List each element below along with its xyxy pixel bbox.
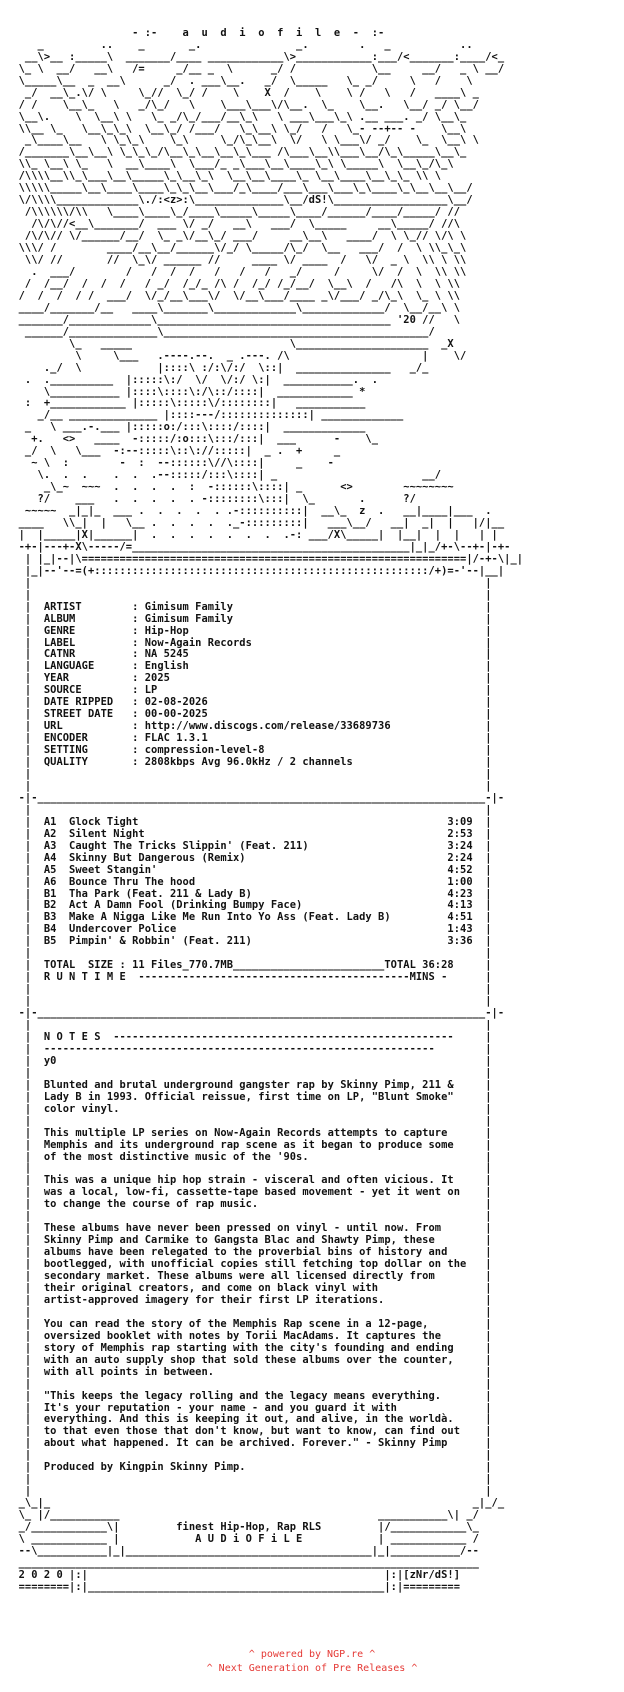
powered-by-line: ^ powered by NGP.re ^ xyxy=(248,1649,376,1660)
footer xyxy=(0,1648,624,1676)
ngp-tagline: ^ Next Generation of Pre Releases ^ xyxy=(206,1663,418,1674)
nfo-text-block: - :- a u d i o f i l e - :- _ .. _ _. _. . _ .. __\>__ :_____\ _______/____ ____________\>____________:___/<_______:____/<_ \_ \ __/ __\ /= _/__ _ \ _/ / \__ __/ _ \ __/ \_____\__ _ __\ _/ . ___\__. _/ \_____ \_ _/ \ / \ _/ __\_.\/ \ \_// \_/ / \ X / \ \ / \ / ____\ _ / / \__\_ \ _/\_/ \ \___\___\/\__. \_ \__. \__/ _/ \__/ \__\. \ \__\ \ \_ _/\_/___/__\_\ \ ___\___\_\ .__ ___. _/ \__\_ \\__ \_ \__\_\_\ \__\_/ /___/ \_\__\ \_/ / \_- --+-- - \__\ _\____\__ \ \_\_\ \_\ \_/\_\__\ \/ \ \___\/ _/ \_ \__\ \ /_______\__\__\ \_\_\_/\__\_\__\__\_\___ /\___\__\\___\__/\_\_____\__\_ \\_ \__\ \_ \ __\____\ \___/_ _\___\__\____\_\ \_____\ \__\_/\_\ /\\\\__\\_\___\__\_____\_\__\_\ \__\__\____\_ \__\____\__\_\_ \\ \ \\\\\_____\__\____\____\_\_\__\___/_\____/___\___\___\_\____\_\__\__\__/ \/\\\\_____________\./:<z>:\______________\__/dS!\__________________\__/ /\\\\\\/\\ \____\____\_/____\_____\_____\____/______/____/_____/ // /\/\//<__\_______/ ___ \/ _/ __\ ___/ \_____ __\_____/ //\ /\/\// \/______/__/ \_ _\/__\_/ ___/ __\__\ ____/ \ \_// \/\ \ \\\/ / ____/__\__/______\/_/ \_____/\_/ \__ ___/ / \ \\_\_\ \\/ // // \_\/ ______ // ____ \/ ____ / \/ _ \ \\ \ \\ . ___/ / / / / / / / _/ / \/ / \ \\ \\ / /__/ / / / / _/ /_/_ /\ / /_/ /_/__/ \__\ / /\ \ \ \\ / / / / / ___/ \/_/__\___\/ \/__\___/____ _\/___/ _/\_\ \_ \ \\ ____/_______/__ ____\_______\_____________\_____________/ \__/__\ \ _______/_____________\_____________________________________ '20 // \ ______/______________\__________________________________________/ \_ _____ \_____________________ _X \ \___ .----.--. _ .---. /\ | \/ ._/ \ |::::\ :/:\/:/ \::| _______________ _/_ . .__________ |:::::\:/ \/ \/:/ \:| ___________. . \___________ |::::\::::\:/\::/::::| ____________ * : +____________ |:::::\:::::\/::::::::| ___________ _/__ ______________ |::::---/::::::::::::::| _____________ _ \ ___.-.___ |:::::o:/:::\::::/::::| _____________ +. <> ____ -:::::/:o:::\:::/:::| ___ - \_ _/ \ \___ -:--:::::\::\://:::::| _ . + _ ~ \ : - : --::::::\//\::::| _ - \. . . . . .--:::::/:::\::::| _ __/ _\_~ ~~~ . . . . : -::::::\::::| _ <> ~~~~~~~~ ?/ ___ . . . . . -::::::::\:::| \_ . ?/ ~~~~~ _|_|_ ___ . . . . . .-::::::::::| __\_ z . __|____|___ . ____ \\_| | \__ . . . . ._-:::::::::| ___\__/ __| _| | |/|__ | |_____|X|______| . . . . . . . .-: ___/X\_____| |__| | | | | -+-|---+-X\-----/=____________________________________________|_|_/+-\--+-|-+- | |_|--|\=============================================================|/-+-\|_| |_|--'--=(+:::::::::::::::::::::::::::::::::::::::::::::::::::::/+)=-'--|__| | | | | | ARTIST : Gimisum Family | | ALBUM : Gimisum Family | | GENRE : Hip-Hop | | LABEL : Now-Again Records | | CATNR : NA 5245 | | LANGUAGE : English | | YEAR : 2025 | | SOURCE : LP | | DATE RIPPED : 02-08-2026 | | STREET DATE : 00-00-2025 | | URL : http://www.discogs.com/release/33689736 | | ENCODER : FLAC 1.3.1 | | SETTING : compression-level-8 | | QUALITY : 2808kbps Avg 96.0kHz / 2 channels | | | | | -|-_______________________________________________________________________-|- | | | A1 Glock Tight 3:09 | | A2 Silent Night 2:53 | | A3 Caught The Tricks Slippin' (Feat. 211) 3:24 | | A4 Skinny But Dangerous (Remix) 2:24 | | A5 Sweet Stangin' 4:52 | | A6 Bounce Thru The hood 1:00 | | B1 Tha Park (Feat. 211 & Lady B) 4:23 | | B2 Act A Damn Fool (Drinking Bumpy Face) 4:13 | | B3 Make A Nigga Like Me Run Into Yo Ass (Feat. Lady B) 4:51 | | B4 Undercover Police 1:43 | | B5 Pimpin' & Robbin' (Feat. 211) 3:36 | | | | TOTAL SIZE : 11 Files_770.7MB________________________TOTAL 36:28 | | R U N T I M E -------------------------------------------MINS - | | | | | -|-_______________________________________________________________________-|- | | | N O T E S ------------------------------------------------------ | | -------------------------------------------------------------- | | y0 | | | | Blunted and brutal underground gangster rap by Skinny Pimp, 211 & | | Lady B in 1993. Official reissue, first time on LP, "Blunt Smoke" | | color vinyl. | | | | This multiple LP series on Now-Again Records attempts to capture | | Memphis and its underground rap scene as it began to produce some | | of the most distinctive music of the '90s. | | | | This was a unique hip hop strain - visceral and often vicious. It | | was a local, low-fi, cassette-tape based movement - yet it went on | | to change the course of rap music. | | | | These albums have never been pressed on vinyl - until now. From | | Skinny Pimp and Carmike to Gangsta Blac and Shawty Pimp, these | | albums have been relegated to the proverbial bins of history and | | bootlegged, with unofficial copies still fetching top dollar on the | | secondary market. These albums were all licensed directly from | | their original creators, and come on black vinyl with | | artist-approved imagery for their first LP iterations. | | | | You can read the story of the Memphis Rap scene in a 12-page, | | oversized booklet with notes by Torii MacAdams. It captures the | | story of Memphis rap starting with the city's founding and ending | | with an auto supply shop that sold these albums over the counter, | | with all points in between. | | | | "This keeps the legacy rolling and the legacy means everything. | | It's your reputation - your name - and you guard it with | | everything. And this is keeping it out, and alive, in the worldà. | | to that even those that don't know, but want to know, can find out | | about what happened. It can be archived. Forever." - Skinny Pimp | | | | Produced by Kingpin Skinny Pimp. | | | | | _\_|_ _|_/_ \_ |/___________ ___________\| _/ _/____________\| finest Hip-Hop, Rap RLS |/____________\_ \ ____________ | A U D i O F i L E | ____________ / --\___________|_|_______________________________________|_|___________/-- _________________________________________________________________________ 2 0 2 0 |:| |:|[zNr/dS!] ========|:|_______________________________________________|:|========= xyxy=(18,26,524,1593)
